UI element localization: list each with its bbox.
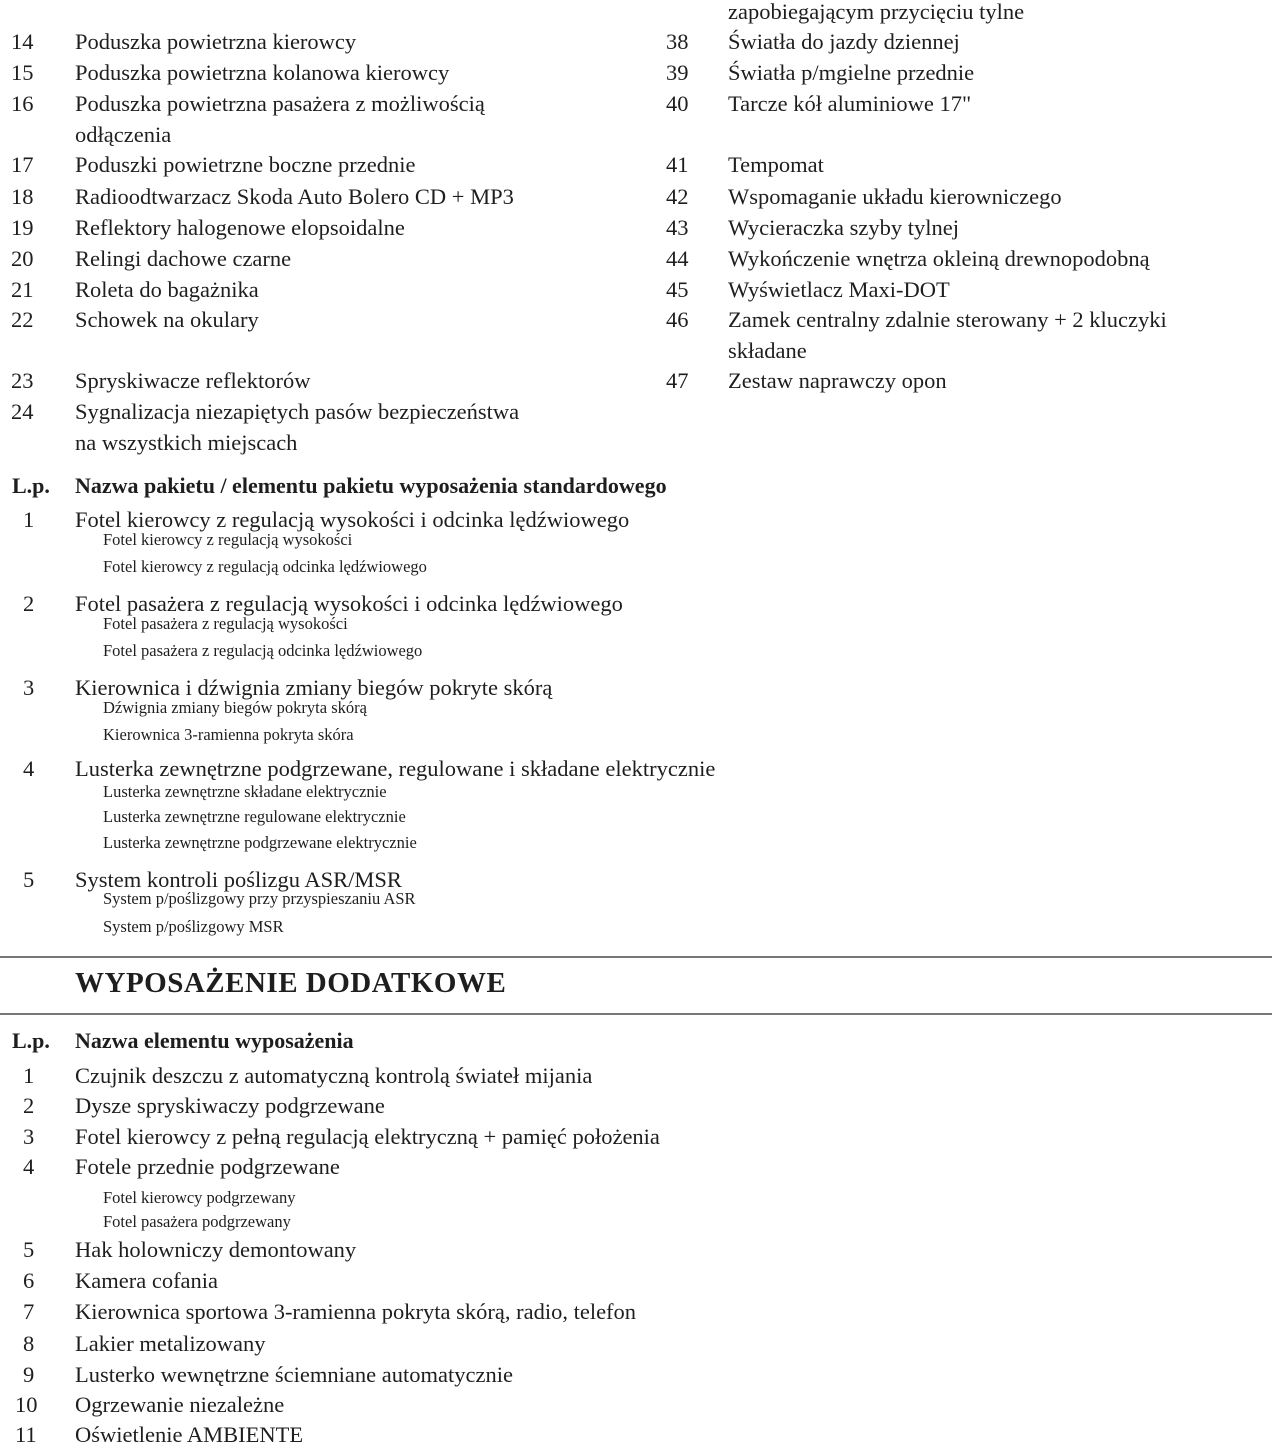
additional-item <box>0 1123 660 1151</box>
package-subitem <box>103 614 348 634</box>
item-label: Wyświetlacz Maxi-DOT <box>728 277 950 302</box>
item-label: Sygnalizacja niezapiętych pasów bezpieczeństwa <box>75 399 520 424</box>
package-subitem <box>103 807 406 827</box>
item-number: 16 <box>11 91 34 116</box>
item-label: Schowek na okulary <box>75 307 259 332</box>
list-item <box>652 276 1272 304</box>
item-number: 43 <box>666 215 689 240</box>
subitem-label: System p/poślizgowy przy przyspieszaniu ASR <box>103 889 416 908</box>
subitem-label: System p/poślizgowy MSR <box>103 917 284 936</box>
subitem-label: Lusterka zewnętrzne regulowane elektrycznie <box>103 807 406 826</box>
additional-item <box>0 1298 640 1326</box>
item-label: Dysze spryskiwaczy podgrzewane <box>75 1093 385 1118</box>
item-number: 18 <box>11 184 34 209</box>
list-item <box>0 276 640 304</box>
additional-item <box>0 1421 640 1449</box>
header-name: Nazwa elementu wyposażenia <box>75 1028 354 1053</box>
item-label: Wykończenie wnętrza okleiną drewnopodobną <box>728 246 1150 271</box>
item-number: 4 <box>23 1154 35 1179</box>
subitem-label: Fotel pasażera z regulacją wysokości <box>103 614 348 633</box>
subitem-label: Fotel pasażera podgrzewany <box>103 1212 291 1231</box>
list-item-continuation <box>652 0 1272 26</box>
item-number: 5 <box>23 867 35 892</box>
item-number: 41 <box>666 152 689 177</box>
subitem-label: Kierownica 3-ramienna pokryta skóra <box>103 725 354 744</box>
item-number: 22 <box>11 307 34 332</box>
item-number: 23 <box>11 368 34 393</box>
list-item <box>652 367 1272 395</box>
item-label: Roleta do bagażnika <box>75 277 259 302</box>
package-item <box>0 755 716 783</box>
subitem-label: Fotel pasażera z regulacją odcinka lędźwiowego <box>103 641 423 660</box>
item-label: Tempomat <box>728 152 824 177</box>
item-number: 11 <box>15 1422 37 1447</box>
item-number: 3 <box>23 675 35 700</box>
header-lp: L.p. <box>12 473 50 498</box>
list-item <box>652 28 1272 56</box>
item-number: 3 <box>23 1124 35 1149</box>
package-subitem <box>103 641 422 661</box>
list-item <box>0 245 640 273</box>
list-item <box>0 183 640 211</box>
item-label: Spryskiwacze reflektorów <box>75 368 311 393</box>
item-label: Hak holowniczy demontowany <box>75 1237 357 1262</box>
additional-subitem <box>103 1188 295 1208</box>
additional-item <box>0 1391 640 1419</box>
list-item <box>0 28 640 56</box>
subitem-label: Fotel kierowcy podgrzewany <box>103 1188 296 1207</box>
item-label: Poduszki powietrzne boczne przednie <box>75 152 416 177</box>
list-item-continuation <box>0 429 640 457</box>
item-label: na wszystkich miejscach <box>75 430 298 455</box>
package-subitem <box>103 557 427 577</box>
item-label: Lusterko wewnętrzne ściemniane automatycznie <box>75 1362 513 1387</box>
additional-item <box>0 1062 640 1090</box>
item-number: 24 <box>11 399 34 424</box>
additional-item <box>0 1236 640 1264</box>
item-label: Ogrzewanie niezależne <box>75 1392 285 1417</box>
item-number: 39 <box>666 60 689 85</box>
list-item <box>0 214 640 242</box>
item-number: 20 <box>11 246 34 271</box>
item-label: Poduszka powietrzna pasażera z możliwością <box>75 91 485 116</box>
item-label: Poduszka powietrzna kolanowa kierowcy <box>75 60 450 85</box>
item-label: Lakier metalizowany <box>75 1331 266 1356</box>
item-label: Kamera cofania <box>75 1268 219 1293</box>
package-subitem <box>103 889 416 909</box>
item-label: Radioodtwarzacz Skoda Auto Bolero CD + MP3 <box>75 184 514 209</box>
item-number: 5 <box>23 1237 35 1262</box>
item-label: Czujnik deszczu z automatyczną kontrolą świateł mijania <box>75 1063 593 1088</box>
item-number: 15 <box>11 60 34 85</box>
item-number: 47 <box>666 368 689 393</box>
package-subitem <box>103 782 387 802</box>
subitem-label: Fotel kierowcy z regulacją odcinka lędźwiowego <box>103 557 427 576</box>
item-label: zapobiegającym przycięciu tylne <box>728 0 1025 24</box>
item-number: 10 <box>15 1392 38 1417</box>
list-item <box>652 59 1272 87</box>
list-item <box>0 59 640 87</box>
additional-item <box>0 1092 640 1120</box>
item-number: 17 <box>11 152 34 177</box>
subitem-label: Lusterka zewnętrzne podgrzewane elektrycznie <box>103 833 417 852</box>
section-title-text: WYPOSAŻENIE DODATKOWE <box>75 967 507 999</box>
table-header <box>12 472 667 500</box>
subitem-label: Dźwignia zmiany biegów pokryta skórą <box>103 698 367 717</box>
list-item <box>652 151 1272 179</box>
item-label: Fotel kierowcy z regulacją wysokości i odcinka lędźwiowego <box>75 507 630 532</box>
list-item <box>0 367 640 395</box>
item-number: 40 <box>666 91 689 116</box>
item-label: Fotel kierowcy z pełną regulacją elektryczną + pamięć położenia <box>75 1124 660 1149</box>
item-label: odłączenia <box>75 122 172 147</box>
item-label: Relingi dachowe czarne <box>75 246 292 271</box>
list-item <box>652 306 1272 334</box>
package-subitem <box>103 833 417 853</box>
item-label: Oświetlenie AMBIENTE <box>75 1422 304 1447</box>
additional-item <box>0 1361 640 1389</box>
item-number: 46 <box>666 307 689 332</box>
item-number: 1 <box>23 507 35 532</box>
item-label: Reflektory halogenowe elopsoidalne <box>75 215 405 240</box>
list-item <box>0 90 640 118</box>
item-number: 8 <box>23 1331 35 1356</box>
item-number: 6 <box>23 1268 35 1293</box>
list-item <box>0 306 640 334</box>
package-subitem <box>103 698 367 718</box>
item-label: Kierownica i dźwignia zmiany biegów pokryte skórą <box>75 675 553 700</box>
item-number: 9 <box>23 1362 35 1387</box>
additional-subitem <box>103 1212 291 1232</box>
list-item <box>652 183 1272 211</box>
item-number: 2 <box>23 1093 35 1118</box>
item-label: Lusterka zewnętrzne podgrzewane, regulowane i składane elektrycznie <box>75 756 716 781</box>
item-number: 7 <box>23 1299 35 1324</box>
item-number: 2 <box>23 591 35 616</box>
item-number: 42 <box>666 184 689 209</box>
item-label: Kierownica sportowa 3-ramienna pokryta skórą, radio, telefon <box>75 1299 637 1324</box>
item-number: 45 <box>666 277 689 302</box>
item-number: 38 <box>666 29 689 54</box>
subitem-label: Lusterka zewnętrzne składane elektrycznie <box>103 782 387 801</box>
list-item <box>652 245 1272 273</box>
section-title <box>75 966 506 1000</box>
item-number: 19 <box>11 215 34 240</box>
list-item-continuation <box>652 337 1272 365</box>
subitem-label: Fotel kierowcy z regulacją wysokości <box>103 530 353 549</box>
list-item <box>652 214 1272 242</box>
item-label: Poduszka powietrzna kierowcy <box>75 29 357 54</box>
item-label: Wspomaganie układu kierowniczego <box>728 184 1062 209</box>
item-number: 21 <box>11 277 34 302</box>
item-label: Światła do jazdy dziennej <box>728 29 960 54</box>
item-label: Zamek centralny zdalnie sterowany + 2 kluczyki <box>728 307 1167 332</box>
additional-item <box>0 1153 640 1181</box>
item-number: 14 <box>11 29 34 54</box>
item-label: Fotel pasażera z regulacją wysokości i odcinka lędźwiowego <box>75 591 623 616</box>
list-item <box>0 151 640 179</box>
additional-item <box>0 1267 640 1295</box>
section-divider <box>0 956 1272 958</box>
package-subitem <box>103 530 352 550</box>
list-item-continuation <box>0 121 640 149</box>
item-label: Zestaw naprawczy opon <box>728 368 947 393</box>
item-label: składane <box>728 338 807 363</box>
list-item <box>652 90 1272 118</box>
item-number: 4 <box>23 756 35 781</box>
table-header <box>12 1027 354 1055</box>
package-subitem <box>103 917 284 937</box>
header-name: Nazwa pakietu / elementu pakietu wyposażenia standardowego <box>75 473 667 498</box>
package-subitem <box>103 725 354 745</box>
item-label: Wycieraczka szyby tylnej <box>728 215 960 240</box>
item-label: Fotele przednie podgrzewane <box>75 1154 340 1179</box>
header-lp: L.p. <box>12 1028 50 1053</box>
item-number: 1 <box>23 1063 35 1088</box>
item-label: Światła p/mgielne przednie <box>728 60 975 85</box>
item-number: 44 <box>666 246 689 271</box>
item-label: Tarcze kół aluminiowe 17" <box>728 91 972 116</box>
section-divider <box>0 1013 1272 1015</box>
list-item <box>0 398 640 426</box>
item-label: System kontroli poślizgu ASR/MSR <box>75 867 402 892</box>
additional-item <box>0 1330 640 1358</box>
